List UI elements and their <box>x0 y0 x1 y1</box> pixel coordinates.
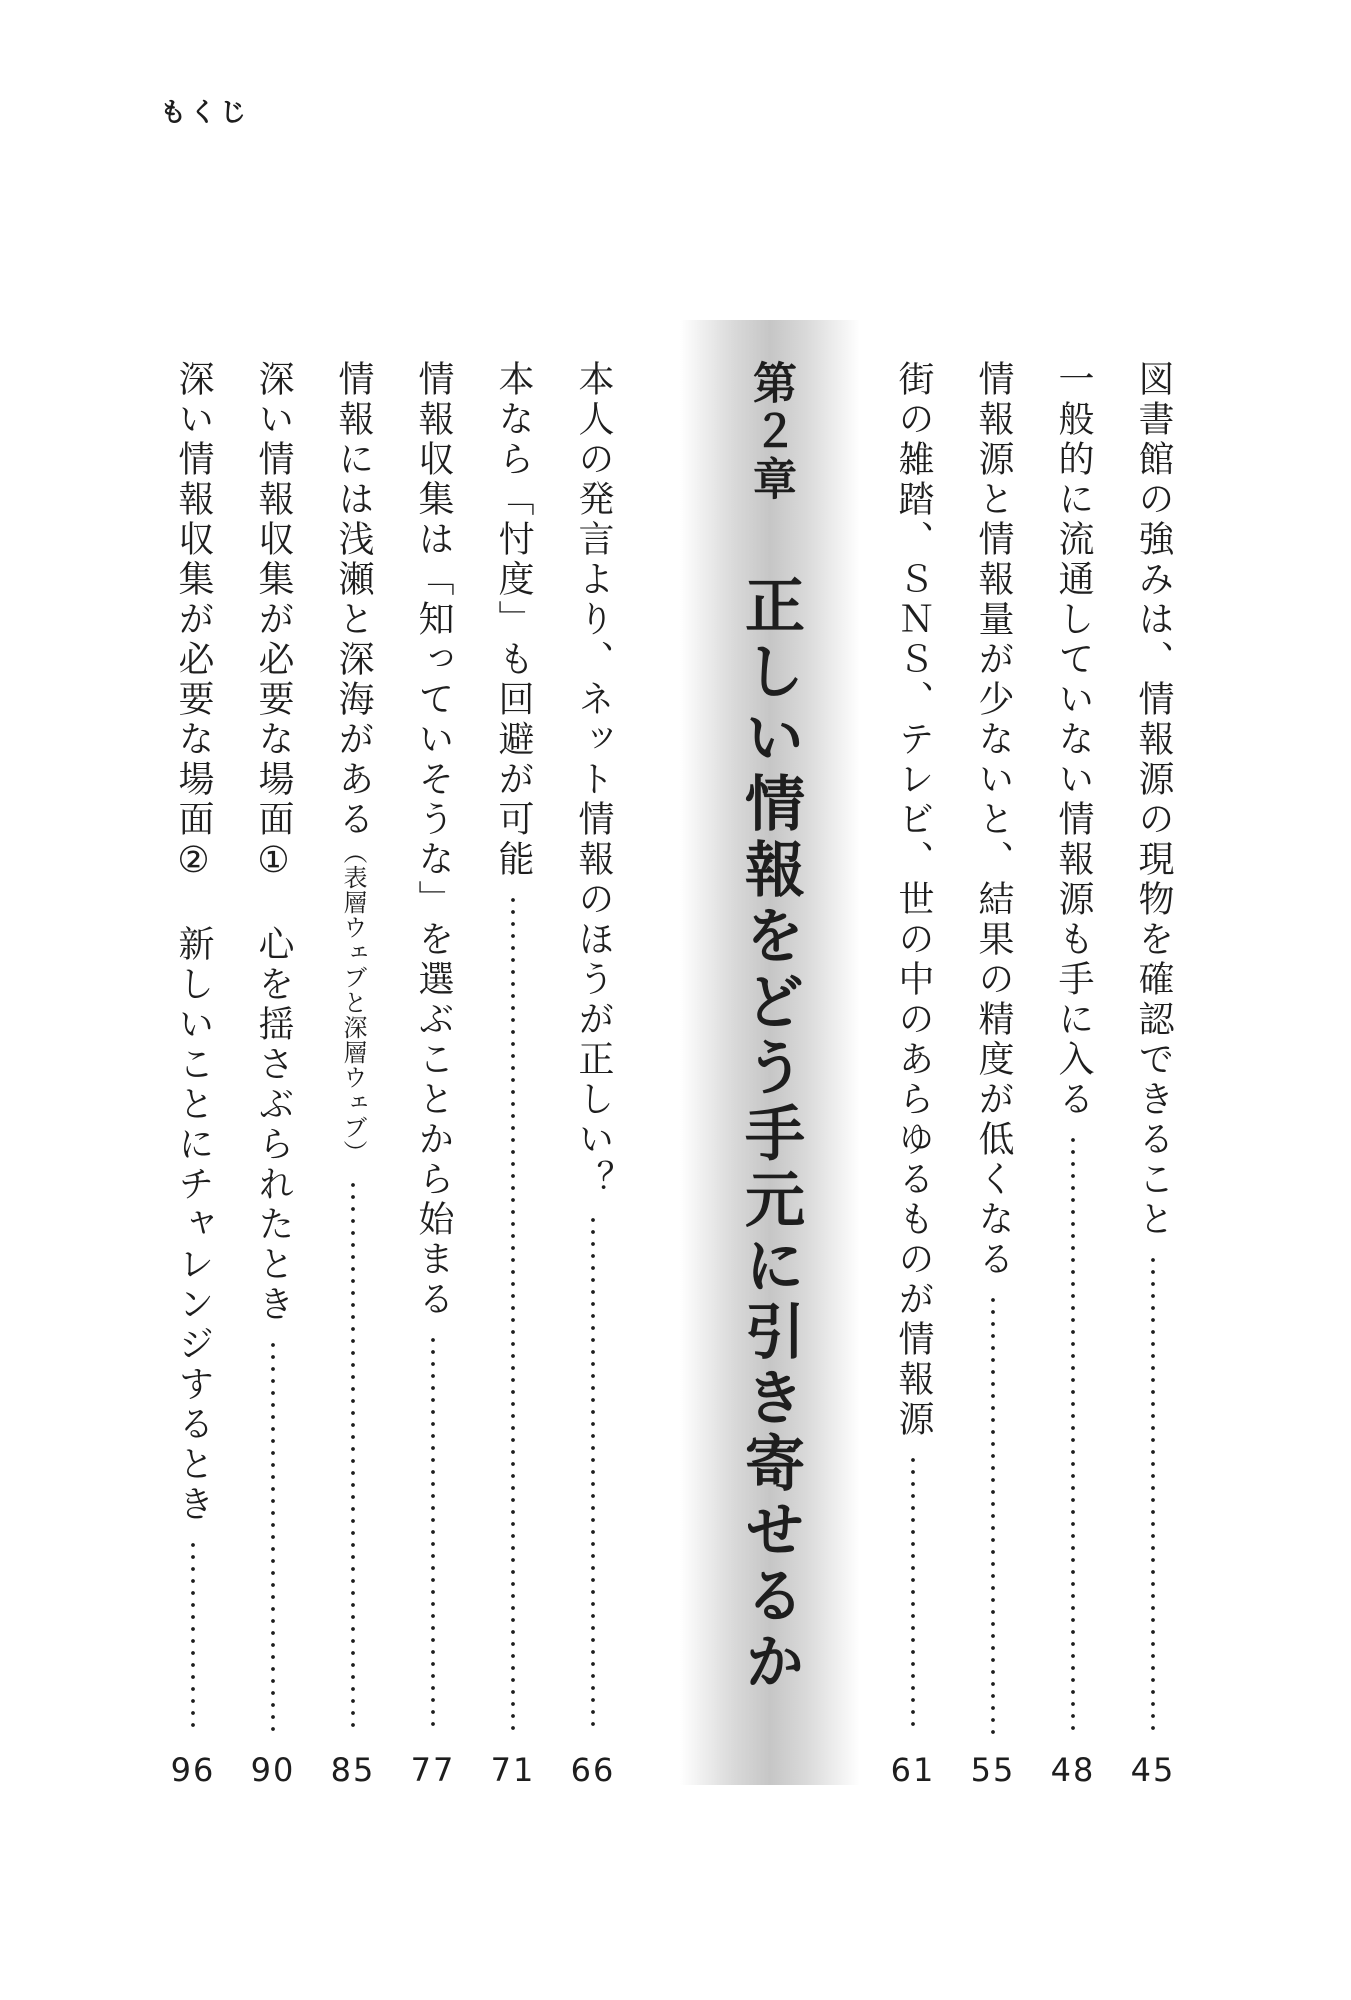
toc-entry-page: 96 <box>170 1751 216 1789</box>
toc-entry[interactable] <box>1048 360 1098 1790</box>
chapter-heading[interactable] <box>720 360 820 1760</box>
toc-entry-title: 情報源と情報量が少ないと、結果の精度が低くなる <box>973 360 1014 1280</box>
chapter-label: 第２章 <box>745 360 796 504</box>
toc-entry[interactable] <box>168 360 218 1790</box>
dot-leader <box>430 1334 436 1734</box>
toc-entry-page: 55 <box>970 1751 1016 1789</box>
toc-entry-page: 71 <box>490 1751 536 1789</box>
toc-entry-title: 本人の発言より、ネット情報のほうが正しい？ <box>573 360 614 1200</box>
toc-entry-page: 90 <box>250 1751 296 1789</box>
toc-entry-page: 48 <box>1050 1751 1096 1789</box>
toc-entry-title: 一般的に流通していない情報源も手に入る <box>1053 360 1094 1120</box>
toc-entry[interactable] <box>488 360 538 1790</box>
toc-entry-title: 本なら「忖度」も回避が可能 <box>493 360 534 880</box>
toc-entry-main: 情報には浅瀬と深海がある <box>333 360 374 840</box>
dot-leader <box>190 1539 196 1734</box>
dot-leader <box>1070 1134 1076 1734</box>
toc-entry-page: 85 <box>330 1751 376 1789</box>
toc-entry-title <box>328 360 378 1165</box>
dot-leader <box>270 1339 276 1734</box>
toc-entry-title: 深い情報収集が必要な場面② 新しいことにチャレンジするとき <box>173 360 214 1525</box>
chapter-title: 正しい情報をどう手元に引き寄せるか <box>735 574 805 1696</box>
dot-leader <box>350 1179 356 1734</box>
dot-leader <box>510 894 516 1734</box>
toc-entry[interactable] <box>968 360 1018 1790</box>
toc-entry[interactable] <box>408 360 458 1790</box>
dot-leader <box>1150 1254 1156 1734</box>
toc-entry-page: 45 <box>1130 1751 1176 1789</box>
toc-entry[interactable] <box>328 360 378 1790</box>
dot-leader <box>590 1214 596 1734</box>
toc-entry-page: 77 <box>410 1751 456 1789</box>
toc-entry-title: 深い情報収集が必要な場面① 心を揺さぶられたとき <box>253 360 294 1325</box>
toc-entry-title: 情報収集は「知っていそうな」を選ぶことから始まる <box>413 360 454 1320</box>
toc-entry-title: 街の雑踏、ＳＮＳ、テレビ、世の中のあらゆるものが情報源 <box>893 360 934 1440</box>
toc-entry-title: 図書館の強みは、情報源の現物を確認できること <box>1133 360 1174 1240</box>
running-header: もくじ <box>160 98 251 128</box>
toc-entry-page: 66 <box>570 1751 616 1789</box>
toc-entry[interactable] <box>248 360 298 1790</box>
toc-entry[interactable] <box>888 360 938 1790</box>
toc-entry[interactable] <box>568 360 618 1790</box>
dot-leader <box>990 1294 996 1734</box>
dot-leader <box>910 1454 916 1734</box>
toc-entry-subtitle: （表層ウェブと深層ウェブ） <box>339 840 367 1165</box>
toc-entry[interactable] <box>1128 360 1178 1790</box>
toc-entry-page: 61 <box>890 1751 936 1789</box>
